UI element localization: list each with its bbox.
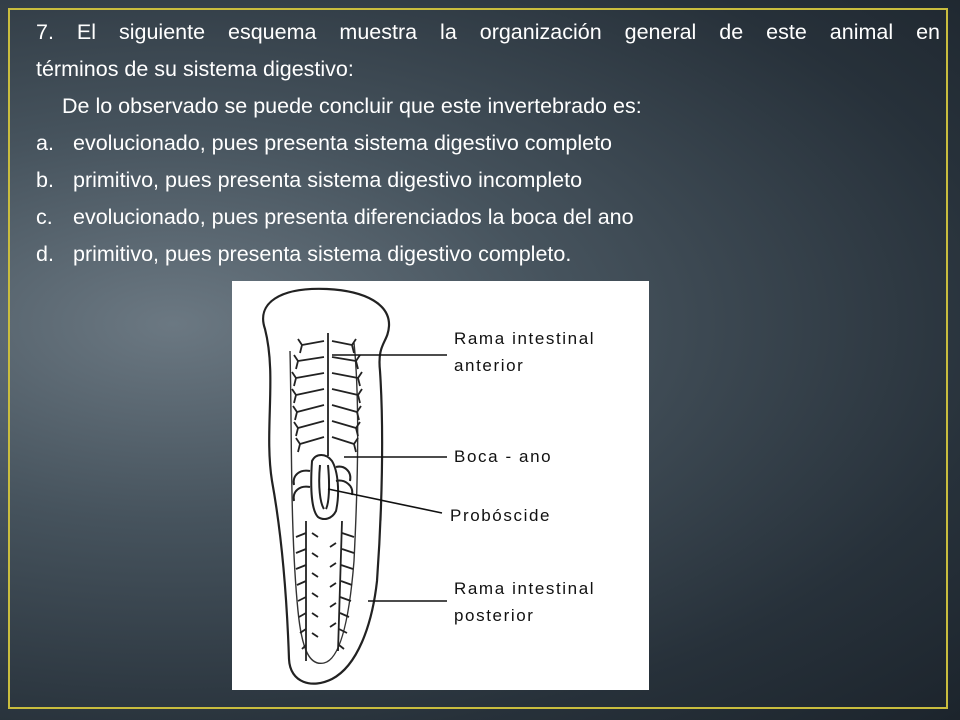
label-anterior-line2: anterior	[454, 356, 525, 375]
option-text: evolucionado, pues presenta sistema digestivo completo	[73, 131, 613, 155]
option-a	[36, 125, 940, 162]
label-mouth-anus: Boca - ano	[454, 447, 553, 466]
option-c	[36, 199, 940, 236]
option-letter: b.	[36, 168, 54, 192]
question-prompt: De lo observado se puede concluir que este invertebrado es:	[62, 94, 642, 118]
option-text: primitivo, pues presenta sistema digestivo incompleto	[73, 168, 583, 192]
option-text: primitivo, pues presenta sistema digestivo completo.	[73, 242, 572, 266]
option-b	[36, 162, 940, 199]
body-outline	[263, 289, 389, 684]
question-stem-line1: 7. El siguiente esquema muestra la organización general de este animal en	[36, 20, 940, 44]
label-posterior-line1: Rama intestinal	[454, 579, 596, 598]
option-letter: a.	[36, 131, 54, 155]
question-stem-line2: términos de su sistema digestivo:	[36, 57, 354, 81]
option-text: evolucionado, pues presenta diferenciados la boca del ano	[73, 205, 634, 229]
digestive-system-diagram	[232, 281, 649, 690]
label-posterior-line2: posterior	[454, 606, 535, 625]
question-text	[36, 14, 940, 273]
option-d	[36, 236, 940, 273]
label-anterior-line1: Rama intestinal	[454, 329, 596, 348]
option-letter: c.	[36, 205, 53, 229]
posterior-branches	[296, 521, 354, 661]
label-proboscis: Probóscide	[450, 506, 552, 525]
option-letter: d.	[36, 242, 54, 266]
proboscis-shape	[294, 455, 353, 519]
anterior-branches	[292, 333, 362, 456]
